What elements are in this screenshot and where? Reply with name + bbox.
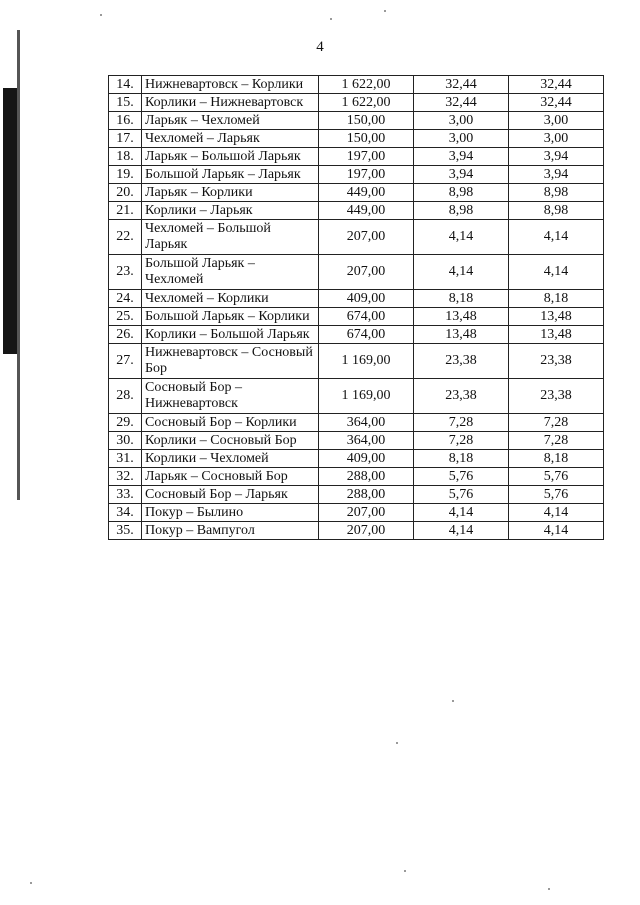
cell-value2: 5,76 (509, 486, 604, 504)
cell-value1: 5,76 (414, 486, 509, 504)
cell-value2: 8,18 (509, 450, 604, 468)
cell-route: Ларьяк – Корлики (142, 184, 319, 202)
cell-distance: 449,00 (319, 184, 414, 202)
cell-value1: 4,14 (414, 504, 509, 522)
cell-value2: 13,48 (509, 326, 604, 344)
cell-num: 15. (109, 94, 142, 112)
cell-num: 26. (109, 326, 142, 344)
cell-value2: 32,44 (509, 94, 604, 112)
cell-distance: 449,00 (319, 202, 414, 220)
cell-route: Большой Ларьяк – Чехломей (142, 255, 319, 290)
cell-value1: 8,98 (414, 202, 509, 220)
table-row (109, 326, 604, 344)
table-row (109, 130, 604, 148)
routes-table-body (109, 76, 604, 540)
cell-value2: 7,28 (509, 432, 604, 450)
table-row (109, 94, 604, 112)
cell-route: Чехломей – Большой Ларьяк (142, 220, 319, 255)
cell-num: 16. (109, 112, 142, 130)
scan-edge-bar (3, 88, 17, 354)
cell-num: 24. (109, 290, 142, 308)
cell-route: Сосновый Бор – Ларьяк (142, 486, 319, 504)
cell-value2: 23,38 (509, 344, 604, 379)
cell-num: 33. (109, 486, 142, 504)
cell-num: 20. (109, 184, 142, 202)
cell-value2: 13,48 (509, 308, 604, 326)
cell-route: Ларьяк – Чехломей (142, 112, 319, 130)
cell-value2: 5,76 (509, 468, 604, 486)
cell-num: 34. (109, 504, 142, 522)
cell-num: 23. (109, 255, 142, 290)
cell-num: 25. (109, 308, 142, 326)
scan-speck (548, 888, 550, 890)
cell-num: 35. (109, 522, 142, 540)
cell-distance: 1 622,00 (319, 76, 414, 94)
cell-distance: 197,00 (319, 148, 414, 166)
cell-value2: 3,00 (509, 130, 604, 148)
scan-speck (404, 870, 406, 872)
cell-value1: 5,76 (414, 468, 509, 486)
cell-distance: 288,00 (319, 486, 414, 504)
cell-route: Покур – Былино (142, 504, 319, 522)
cell-num: 30. (109, 432, 142, 450)
cell-value2: 8,98 (509, 184, 604, 202)
cell-num: 17. (109, 130, 142, 148)
cell-value1: 7,28 (414, 414, 509, 432)
cell-distance: 409,00 (319, 290, 414, 308)
cell-value2: 4,14 (509, 220, 604, 255)
cell-distance: 1 169,00 (319, 379, 414, 414)
cell-value2: 3,94 (509, 166, 604, 184)
scan-speck (384, 10, 386, 12)
cell-route: Нижневартовск – Корлики (142, 76, 319, 94)
cell-value2: 32,44 (509, 76, 604, 94)
table-row (109, 522, 604, 540)
table-row (109, 166, 604, 184)
cell-value2: 3,00 (509, 112, 604, 130)
table-row (109, 220, 604, 255)
table-row (109, 308, 604, 326)
cell-value1: 7,28 (414, 432, 509, 450)
table-row (109, 432, 604, 450)
scan-edge-line (17, 30, 20, 500)
cell-value1: 23,38 (414, 344, 509, 379)
cell-value1: 8,18 (414, 290, 509, 308)
table-row (109, 255, 604, 290)
cell-num: 28. (109, 379, 142, 414)
cell-num: 18. (109, 148, 142, 166)
cell-route: Чехломей – Ларьяк (142, 130, 319, 148)
cell-num: 14. (109, 76, 142, 94)
page-number: 4 (316, 39, 324, 55)
scan-speck (330, 18, 332, 20)
cell-distance: 364,00 (319, 414, 414, 432)
cell-num: 29. (109, 414, 142, 432)
table-row (109, 290, 604, 308)
scan-speck (452, 700, 454, 702)
table-row (109, 379, 604, 414)
table-row (109, 414, 604, 432)
cell-value1: 13,48 (414, 308, 509, 326)
cell-value2: 8,98 (509, 202, 604, 220)
cell-num: 21. (109, 202, 142, 220)
cell-distance: 207,00 (319, 504, 414, 522)
cell-route: Сосновый Бор – Корлики (142, 414, 319, 432)
cell-value1: 4,14 (414, 220, 509, 255)
cell-value1: 32,44 (414, 94, 509, 112)
table-row (109, 344, 604, 379)
cell-distance: 150,00 (319, 112, 414, 130)
table-row (109, 76, 604, 94)
table-row (109, 450, 604, 468)
cell-value2: 7,28 (509, 414, 604, 432)
cell-value2: 4,14 (509, 504, 604, 522)
cell-value1: 8,98 (414, 184, 509, 202)
cell-value2: 3,94 (509, 148, 604, 166)
cell-value1: 13,48 (414, 326, 509, 344)
cell-distance: 207,00 (319, 220, 414, 255)
cell-distance: 150,00 (319, 130, 414, 148)
scan-speck (396, 742, 398, 744)
cell-num: 31. (109, 450, 142, 468)
cell-value1: 3,00 (414, 130, 509, 148)
cell-value1: 3,00 (414, 112, 509, 130)
cell-route: Корлики – Чехломей (142, 450, 319, 468)
cell-distance: 207,00 (319, 255, 414, 290)
table-row (109, 184, 604, 202)
cell-value2: 4,14 (509, 255, 604, 290)
cell-route: Корлики – Ларьяк (142, 202, 319, 220)
table-row (109, 148, 604, 166)
cell-route: Корлики – Большой Ларьяк (142, 326, 319, 344)
cell-value1: 23,38 (414, 379, 509, 414)
table-row (109, 468, 604, 486)
cell-distance: 364,00 (319, 432, 414, 450)
cell-distance: 1 169,00 (319, 344, 414, 379)
cell-distance: 674,00 (319, 326, 414, 344)
cell-route: Корлики – Нижневартовск (142, 94, 319, 112)
cell-route: Нижневартовск – Сосновый Бор (142, 344, 319, 379)
cell-num: 22. (109, 220, 142, 255)
cell-value1: 8,18 (414, 450, 509, 468)
cell-route: Корлики – Сосновый Бор (142, 432, 319, 450)
cell-distance: 207,00 (319, 522, 414, 540)
cell-num: 32. (109, 468, 142, 486)
cell-value1: 3,94 (414, 148, 509, 166)
cell-value2: 8,18 (509, 290, 604, 308)
table-row (109, 112, 604, 130)
table-row (109, 504, 604, 522)
cell-distance: 288,00 (319, 468, 414, 486)
cell-route: Покур – Вампугол (142, 522, 319, 540)
table-row (109, 202, 604, 220)
scan-speck (100, 14, 102, 16)
cell-value1: 4,14 (414, 522, 509, 540)
cell-num: 19. (109, 166, 142, 184)
scan-speck (30, 882, 32, 884)
cell-value1: 4,14 (414, 255, 509, 290)
routes-table (108, 75, 604, 540)
cell-distance: 197,00 (319, 166, 414, 184)
cell-route: Ларьяк – Большой Ларьяк (142, 148, 319, 166)
cell-distance: 674,00 (319, 308, 414, 326)
cell-route: Чехломей – Корлики (142, 290, 319, 308)
cell-route: Ларьяк – Сосновый Бор (142, 468, 319, 486)
cell-num: 27. (109, 344, 142, 379)
cell-route: Большой Ларьяк – Ларьяк (142, 166, 319, 184)
cell-route: Сосновый Бор – Нижневартовск (142, 379, 319, 414)
cell-route: Большой Ларьяк – Корлики (142, 308, 319, 326)
cell-value1: 3,94 (414, 166, 509, 184)
table-row (109, 486, 604, 504)
cell-value2: 23,38 (509, 379, 604, 414)
cell-value2: 4,14 (509, 522, 604, 540)
cell-value1: 32,44 (414, 76, 509, 94)
cell-distance: 1 622,00 (319, 94, 414, 112)
cell-distance: 409,00 (319, 450, 414, 468)
